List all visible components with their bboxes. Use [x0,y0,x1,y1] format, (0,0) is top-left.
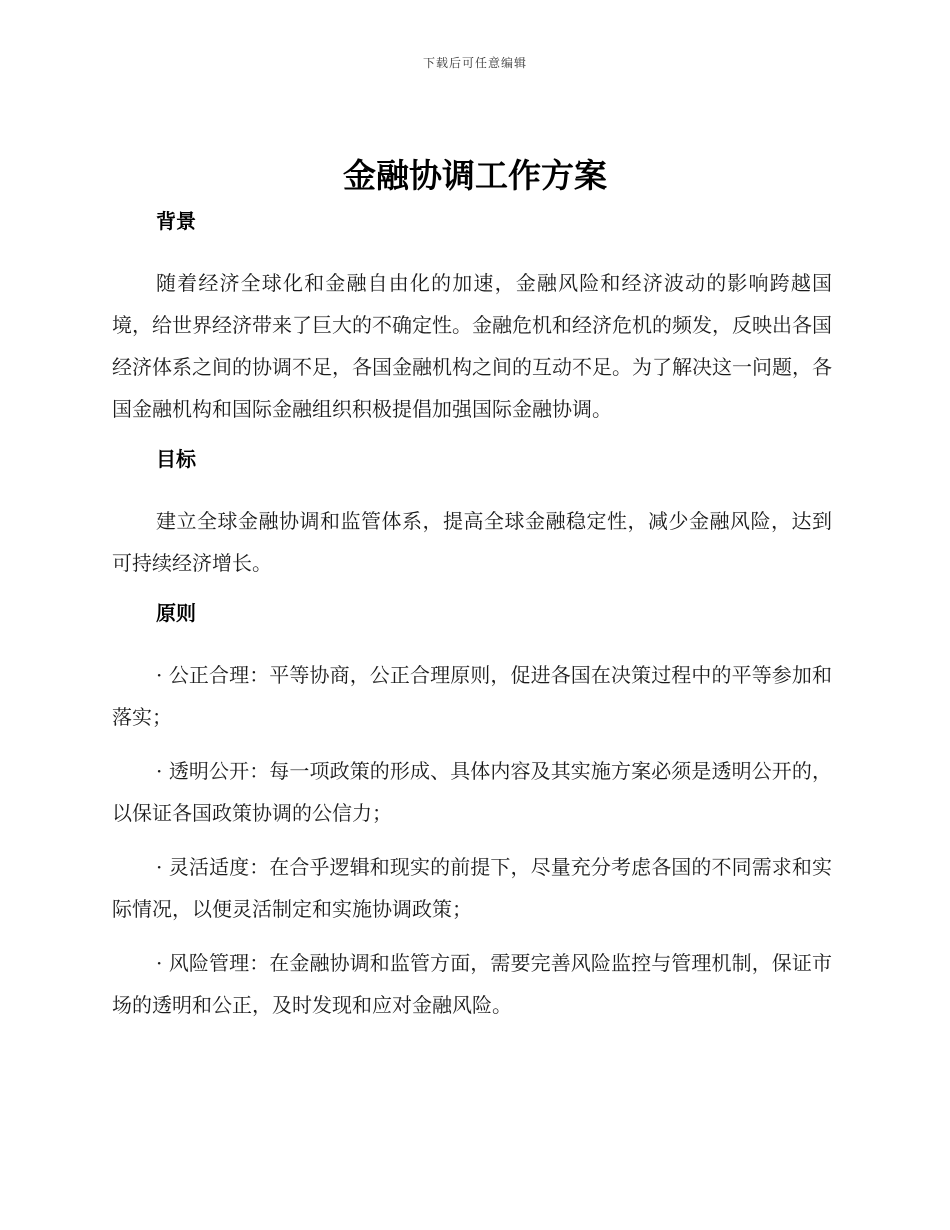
principle-item-flexibility: · 灵活适度：在合乎逻辑和现实的前提下，尽量充分考虑各国的不同需求和实际情况，以便灵活制定和实施协调政策； [112,855,832,921]
section-heading-background: 背景 [156,209,196,233]
document-title: 金融协调工作方案 [343,156,607,195]
section-heading-principles: 原则 [156,601,196,625]
section-heading-goal: 目标 [156,447,196,471]
principle-item-fairness: · 公正合理：平等协商，公正合理原则，促进各国在决策过程中的平等参加和落实； [112,663,832,729]
principle-item-transparency: · 透明公开：每一项政策的形成、具体内容及其实施方案必须是透明公开的，以保证各国政策协调的公信力； [112,759,832,825]
document-body [112,206,832,1026]
background-paragraph: 随着经济全球化和金融自由化的加速，金融风险和经济波动的影响跨越国境，给世界经济带来了巨大的不确定性。金融危机和经济危机的频发，反映出各国经济体系之间的协调不足，各国金融机构之间的互动不足。为了解决这一问题，各国金融机构和国际金融组织积极提倡加强国际金融协调。 [112,271,832,421]
page-header-note: 下载后可任意编辑 [422,56,527,70]
principle-item-risk-management: · 风险管理：在金融协调和监管方面，需要完善风险监控与管理机制，保证市场的透明和公正，及时发现和应对金融风险。 [112,951,832,1017]
goal-paragraph: 建立全球金融协调和监管体系，提高全球金融稳定性，减少金融风险，达到可持续经济增长。 [112,509,832,575]
